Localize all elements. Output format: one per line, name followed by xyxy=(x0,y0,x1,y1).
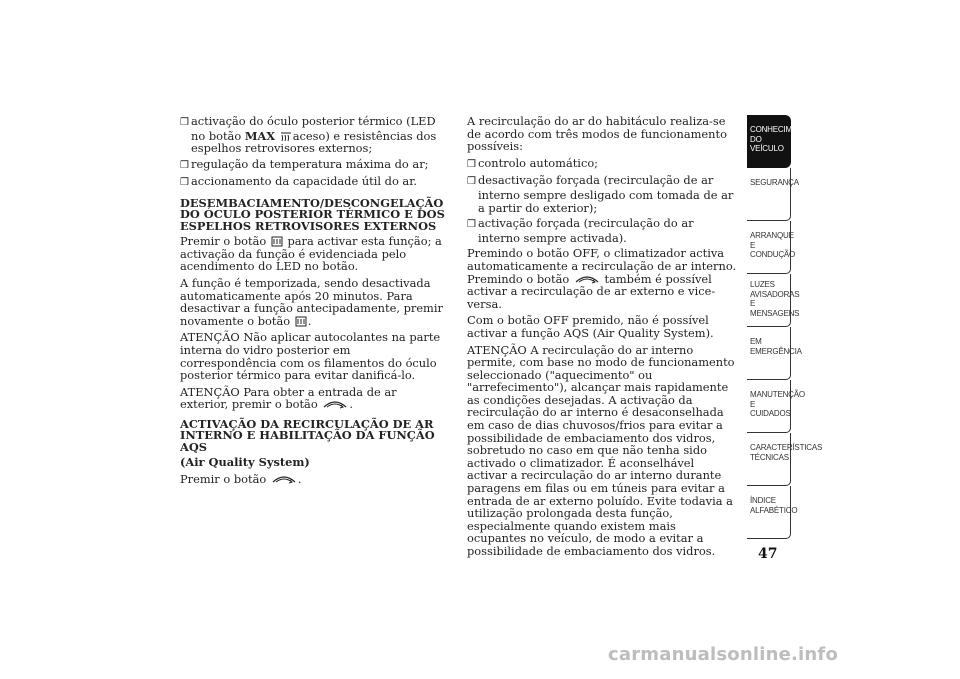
para-recirculation-modes: A recirculação do ar do habitáculo realiza-se de acordo com três modos de funcionamento possíveis: xyxy=(467,114,727,154)
bullet-temperature: ❒ regulação da temperatura máxima do ar; xyxy=(180,156,429,171)
bullet-forced-on: ❒ activação forçada (recirculação do ar interno sempre activada). xyxy=(467,216,694,245)
para-warning-outside-air: ATENÇÃO Para obter a entrada de ar exterior, premir o botão . xyxy=(180,384,397,412)
page-number: 47 xyxy=(758,546,778,562)
para-defrost-timer: A função é temporizada, sendo desactivada automaticamente após 20 minutos. Para desactivar a função antecipadamente, premir novamente o botão . xyxy=(180,275,443,328)
chapter-nav xyxy=(747,115,823,539)
bullet-air-capacity: ❒ accionamento da capacidade útil do ar. xyxy=(180,174,418,189)
tab-emergencia[interactable]: EM EMERGÊNCIA xyxy=(747,327,791,380)
para-press-recirculation: Premir o botão . xyxy=(180,471,302,486)
para-warning-recirculation: ATENÇÃO A recirculação do ar interno permite, com base no modo de funcionamento seleccionado ("aquecimento" ou "arrefecimento"), alcançar mais rapidamente as condições desejadas. A activação da recirculação do ar interno é desaconselhada em caso de dias chuvosos/frios para evitar a possibilidade de embaciamento dos vidros, sobretudo no caso em que não tenha sido activado o climatizador. É aconselhável activar a recirculação do ar interno durante paragens em filas ou em túneis para evitar a entrada de ar externo poluído. Evite todavia a utilização prolongada desta função, especialmente quando existem mais ocupantes no veículo, de modo a evitar a possibilidade de embaciamento dos vidros. xyxy=(467,342,735,558)
para-aqs-off: Com o botão OFF premido, não é possível activar a função AQS (Air Quality System). xyxy=(467,313,714,340)
rear-defrost-icon xyxy=(295,316,307,327)
bullet-forced-off: ❒ desactivação forçada (recirculação de ar interno sempre desligado com tomada de ar a partir do exterior); xyxy=(467,173,734,215)
para-defrost-button: Premir o botão para activar esta função; a activação da função é evidenciada pelo acendimento do LED no botão. xyxy=(180,234,442,274)
tab-conhecimento[interactable]: CONHECIMENTO DO VEÍCULO xyxy=(747,115,791,168)
tab-seguranca[interactable]: SEGURANÇA xyxy=(747,168,791,221)
rear-defrost-icon xyxy=(271,236,283,247)
heading-defrost: DESEMBACIAMENTO/DESCONGELAÇÃO DO ÓCULO POSTERIOR TÉRMICO E DOS ESPELHOS RETROVISORES EXTERNOS xyxy=(180,195,445,233)
recirculation-icon xyxy=(322,399,348,410)
tab-indice[interactable]: ÍNDICE ALFABÉTICO xyxy=(747,486,791,539)
max-defrost-icon xyxy=(280,131,292,142)
left-column xyxy=(180,115,448,489)
para-warning-stickers: ATENÇÃO Não aplicar autocolantes na parte interna do vidro posterior em correspondência com os filamentos do óculo posterior térmico para evitar danificá-lo. xyxy=(180,330,441,383)
watermark: carmanualsonline.info xyxy=(608,644,839,665)
tab-manutencao[interactable]: MANUTENÇÃO E CUIDADOS xyxy=(747,380,791,433)
tab-luzes[interactable]: LUZES AVISADORAS E MENSAGENS xyxy=(747,274,791,327)
heading-recirculation: ACTIVAÇÃO DA RECIRCULAÇÃO DE AR INTERNO E HABILITAÇÃO DA FUNÇÃO AQS xyxy=(180,416,435,454)
recirculation-icon xyxy=(271,474,297,485)
tab-arranque[interactable]: ARRANQUE E CONDUÇÃO xyxy=(747,221,791,274)
right-column xyxy=(467,115,737,562)
para-off-button: Premindo o botão OFF, o climatizador activa automaticamente a recirculação de ar interno. Premindo o botão também é possível activar a recirculação de ar externo e vice-versa. xyxy=(467,246,737,311)
bullet-rear-defrost: ❒ activação do óculo posterior térmico (LED no botão MAX aceso) e resistências dos espelhos retrovisores externos; xyxy=(180,114,437,156)
tab-caracteristicas[interactable]: CARACTERÍSTICAS TÉCNICAS xyxy=(747,433,791,486)
heading-recirculation-sub: (Air Quality System) xyxy=(180,455,310,470)
bullet-mark: ❒ xyxy=(180,117,189,128)
max-label: MAX xyxy=(244,128,276,143)
recirculation-icon xyxy=(574,274,600,285)
bullet-auto: ❒ controlo automático; xyxy=(467,155,599,170)
